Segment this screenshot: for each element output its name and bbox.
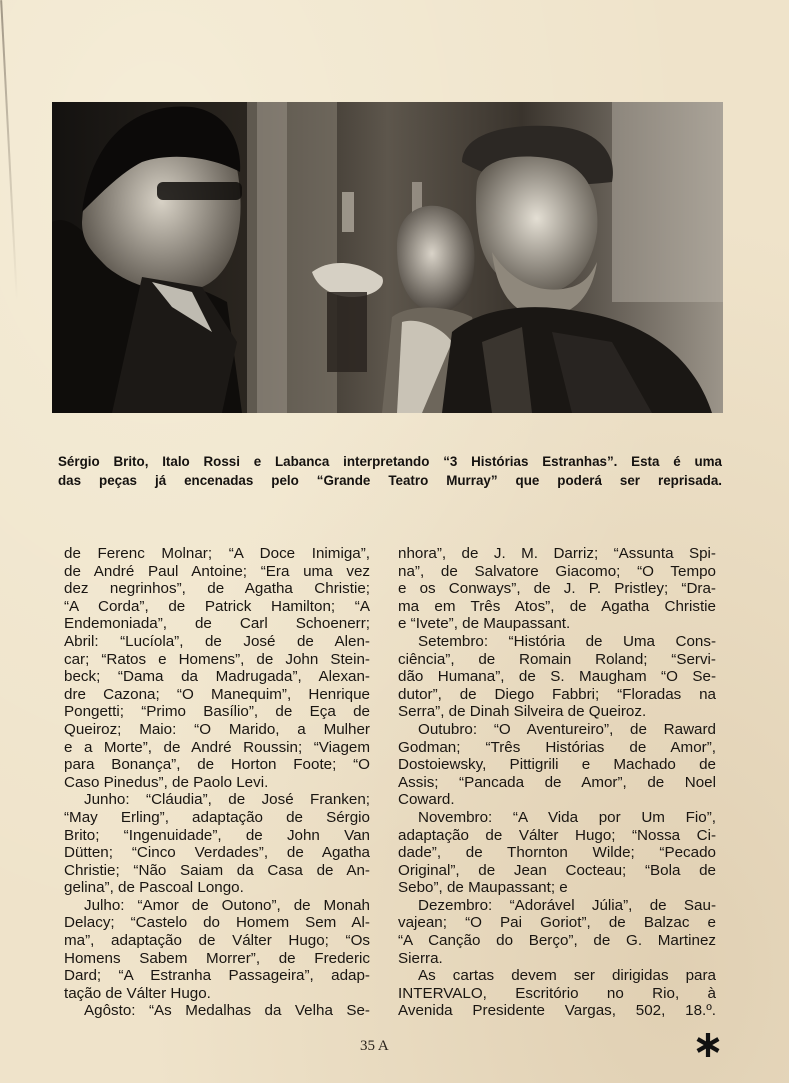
column-line: Homens Sabem Morrer”, de Frederic (64, 949, 370, 967)
column-line: ciência”, de Romain Roland; “Servi- (398, 650, 716, 668)
column-line: Assis; “Pancada de Amor”, de Noel (398, 773, 716, 791)
column-line: Serra”, de Dinah Silveira de Queiroz. (398, 703, 647, 721)
column-line: de André Paul Antoine; “Era uma vez (64, 562, 370, 580)
column-line: Agôsto: “As Medalhas da Velha Se- (84, 1002, 370, 1020)
caption-line: das peças já encenadas pelo “Grande Teatro Murray” que poderá ser reprisada. (58, 473, 722, 488)
column-line: Novembro: “A Vida por Um Fio”, (418, 808, 716, 826)
column-line: na”, de Salvatore Giacomo; “O Tempo (398, 562, 716, 580)
column-line: Setembro: “História de Uma Cons- (418, 632, 716, 650)
column-line: e a Morte”, de André Roussin; “Viagem (64, 738, 370, 756)
column-line: Coward. (398, 791, 455, 809)
text-column-left (64, 545, 370, 1020)
column-line: dez negrinhos”, de Agatha Christie; (64, 580, 370, 598)
column-line: Pongetti; “Primo Basílio”, de Eça de (64, 703, 370, 721)
column-line: “A Canção do Berço”, de G. Martinez (398, 932, 716, 950)
column-line: “A Corda”, de Patrick Hamilton; “A (64, 597, 370, 615)
column-line: e “Ivete”, de Maupassant. (398, 615, 571, 633)
column-line: dutor”, de Diego Fabbri; “Floradas na (398, 685, 716, 703)
column-line: Sierra. (398, 949, 443, 967)
column-line: Outubro: “O Aventureiro”, de Raward (418, 720, 716, 738)
column-line: Christie; “Não Saiam da Casa de An- (64, 861, 370, 879)
column-line: Original”, de Jean Cocteau; “Bola de (398, 861, 716, 879)
column-line: beck; “Dama da Madrugada”, Alexan- (64, 668, 370, 686)
column-line: vajean; “O Pai Goriot”, de Balzac e (398, 914, 716, 932)
column-line: de Ferenc Molnar; “A Doce Inimiga”, (64, 545, 370, 562)
column-line: e os Conways”, de J. P. Pristley; “Dra- (398, 580, 716, 598)
column-line: Godman; “Três Histórias de Amor”, (398, 738, 716, 756)
column-line: Dütten; “Cinco Verdades”, de Agatha (64, 844, 370, 862)
column-line: ma em Três Atos”, de Agatha Christie (398, 597, 716, 615)
column-line: gelina”, de Pascoal Longo. (64, 879, 244, 897)
photo-illustration (52, 102, 723, 413)
column-line: para Bonança”, de Horton Foote; “O (64, 756, 370, 774)
column-line: car; “Ratos e Homens”, de John Stein- (64, 650, 370, 668)
text-column-right (398, 545, 716, 1020)
column-line: nhora”, de J. M. Darriz; “Assunta Spi- (398, 545, 716, 562)
column-line: dre Cazona; “O Manequim”, Henrique (64, 685, 370, 703)
column-line: dade”, de Thornton Wilde; “Pecado (398, 844, 716, 862)
column-line: Queiroz; Maio: “O Marido, a Mulher (64, 720, 370, 738)
column-line: dão Humana”, de S. Maugham “O Se- (398, 668, 716, 686)
column-line: As cartas devem ser dirigidas para (418, 967, 716, 985)
column-line: Dezembro: “Adorável Júlia”, de Sau- (418, 896, 716, 914)
column-line: tação de Válter Hugo. (64, 984, 211, 1002)
page-crease (0, 0, 18, 300)
column-line: Dostoiewsky, Pittigrili e Machado de (398, 756, 716, 774)
column-line: Delacy; “Castelo do Homem Sem Al- (64, 914, 370, 932)
column-line: Endemoniada”, de Carl Schoenerr; (64, 615, 370, 633)
column-line: INTERVALO, Escritório no Rio, à (398, 984, 716, 1002)
column-line: Avenida Presidente Vargas, 502, 18.º. (398, 1002, 716, 1020)
production-photo (52, 102, 723, 413)
column-line: “May Erling”, adaptação de Sérgio (64, 808, 370, 826)
column-line: Julho: “Amor de Outono”, de Monah (84, 896, 370, 914)
photo-caption (58, 452, 722, 490)
column-line: Brito; “Ingenuidade”, de John Van (64, 826, 370, 844)
column-line: adaptação de Válter Hugo; “Nossa Ci- (398, 826, 716, 844)
column-line: Abril: “Lucíola”, de José de Alen- (64, 632, 370, 650)
column-line: Caso Pinedus”, de Paolo Levi. (64, 773, 269, 791)
column-line: Junho: “Cláudia”, de José Franken; (84, 791, 370, 809)
column-line: ma”, adaptação de Válter Hugo; “Os (64, 932, 370, 950)
page-number: 35 A (360, 1038, 389, 1054)
caption-line: Sérgio Brito, Italo Rossi e Labanca interpretando “3 Histórias Estranhas”. Esta é uma (58, 454, 722, 469)
end-asterisk-icon (693, 1030, 723, 1060)
column-line: Sebo”, de Maupassant; e (398, 879, 568, 897)
bleed-through-text (380, 10, 780, 40)
column-line: Dard; “A Estranha Passageira”, adap- (64, 967, 370, 985)
